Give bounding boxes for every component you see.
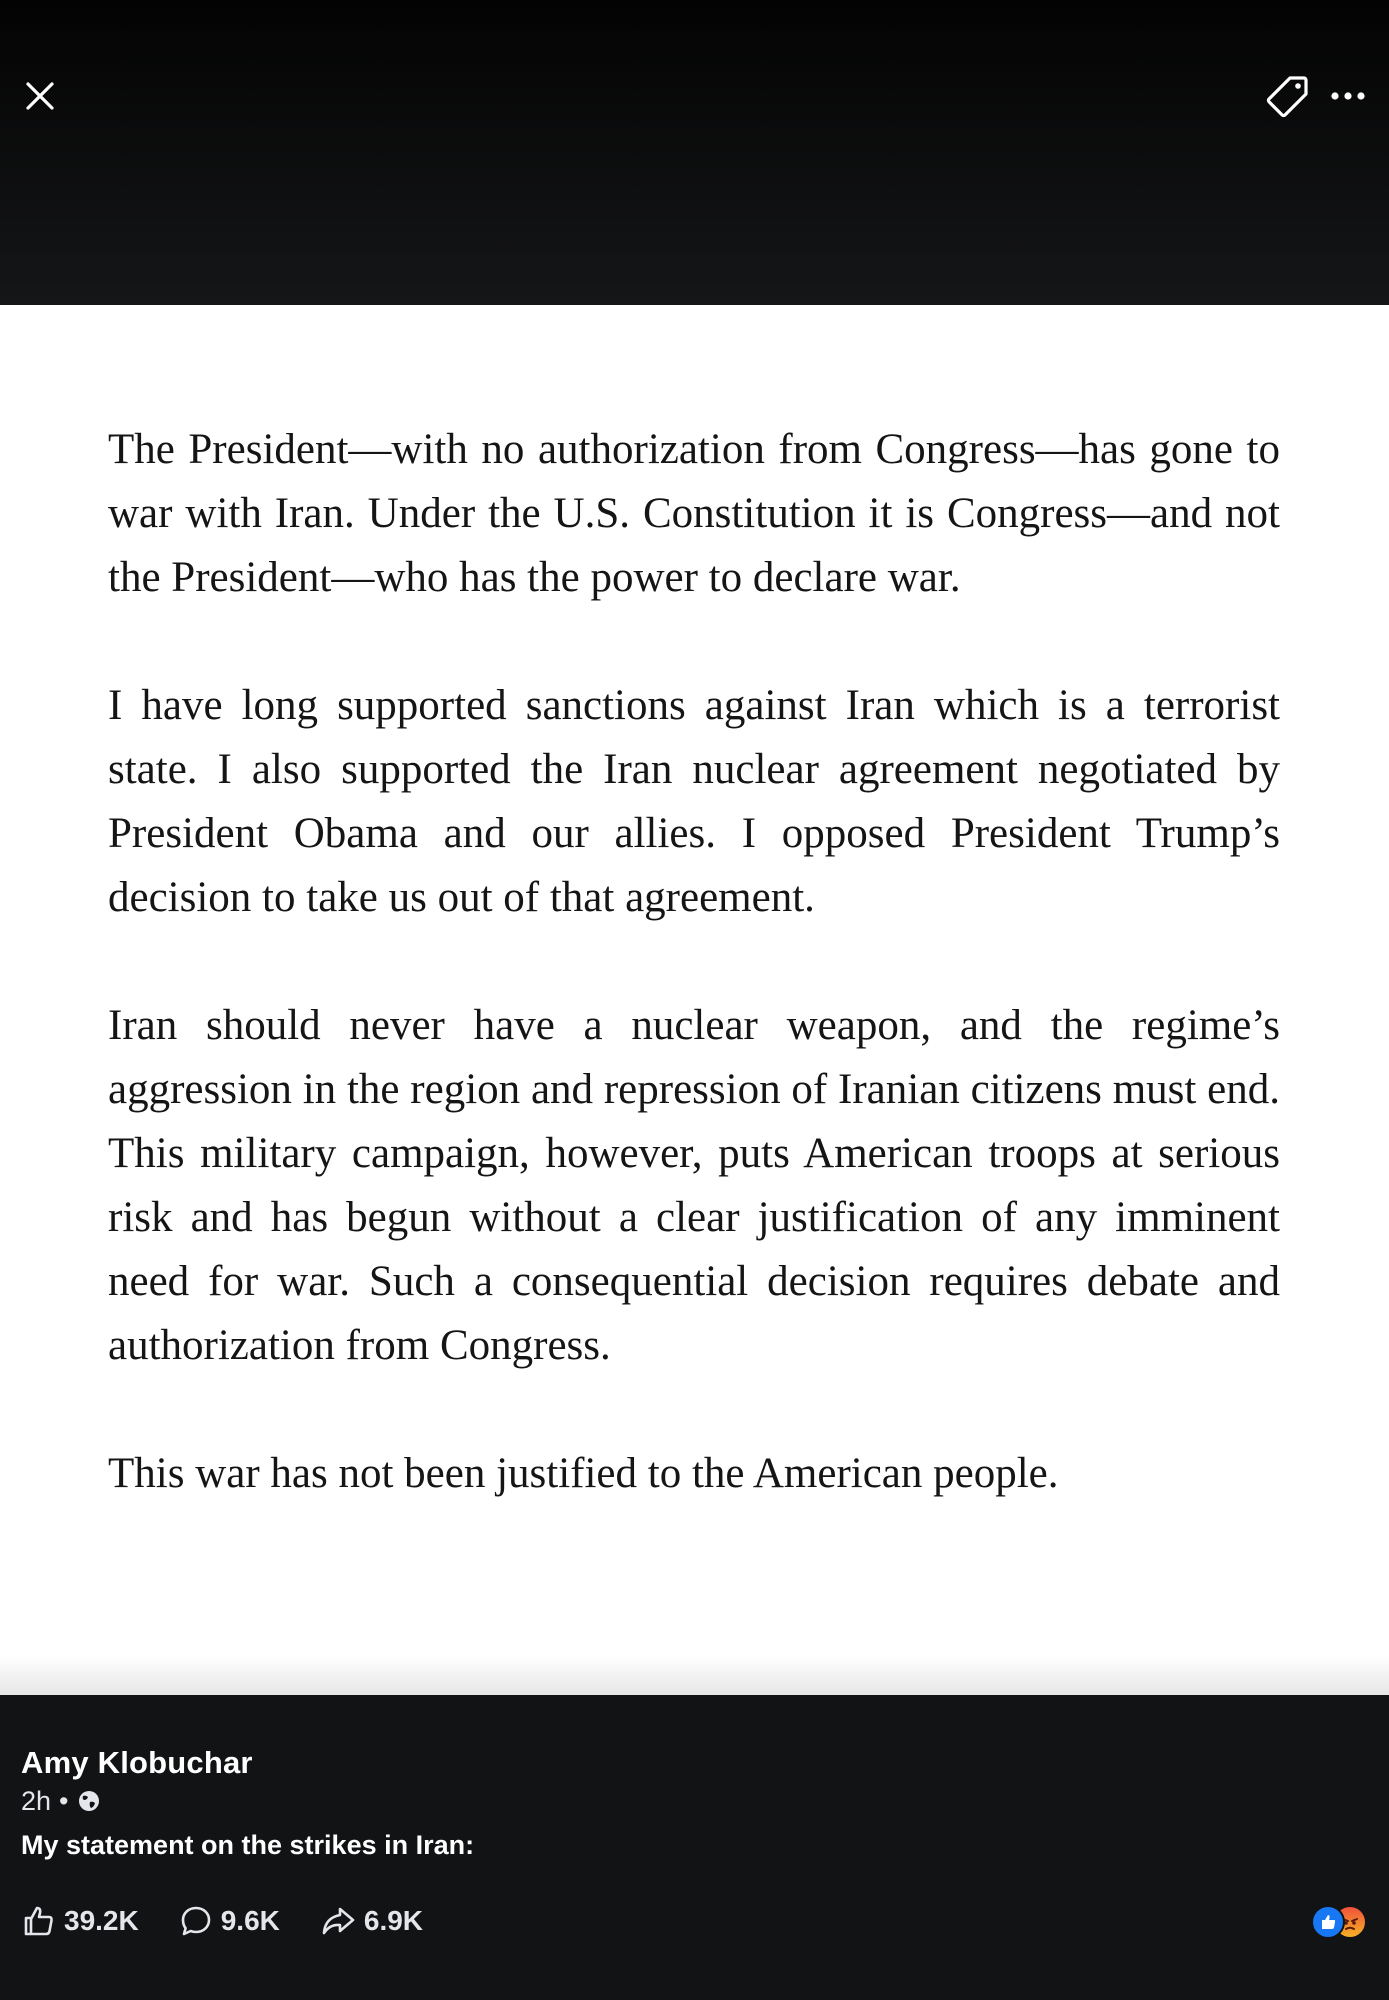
tag-icon	[1266, 74, 1310, 118]
statement-paragraph: I have long supported sanctions against Iran which is a terrorist state. I also supported the Iran nuclear agreement negotiated by President Obama and our allies. I opposed President Trump’s decision to take us out of that agreement.	[108, 682, 1280, 921]
post-time[interactable]: 2h	[21, 1785, 52, 1816]
share-icon	[320, 1904, 356, 1938]
statement-paragraph: Iran should never have a nuclear weapon, and the regime’s aggression in the region and repression of Iranian citizens must end. This military campaign, however, puts American troops at serious risk and has begun without a clear justification of any imminent need for war. Such a consequential decision requires debate and authorization from Congress.	[108, 1002, 1280, 1369]
like-button[interactable]	[22, 1904, 139, 1938]
close-button[interactable]	[14, 70, 66, 122]
viewer-top-bar	[0, 0, 1389, 305]
globe-icon	[77, 1789, 101, 1813]
close-icon	[24, 80, 56, 112]
photo-edge-shade	[0, 1655, 1389, 1695]
comment-icon	[179, 1904, 213, 1938]
post-actions	[22, 1898, 463, 1944]
statement-paragraph: This war has not been justified to the American people.	[108, 1450, 1059, 1497]
more-icon	[1330, 91, 1366, 101]
meta-separator: •	[59, 1785, 69, 1816]
statement-paragraph: The President—with no authorization from Congress—has gone to war with Iran. Under the U.S. Constitution it is Congress—and not the President—who has the power to declare war.	[108, 426, 1280, 601]
more-options-button[interactable]	[1322, 68, 1374, 124]
post-meta	[21, 1783, 101, 1819]
statement-text	[108, 418, 1280, 1570]
author-name[interactable]: Amy Klobuchar	[21, 1745, 253, 1780]
tag-button[interactable]	[1260, 68, 1316, 124]
comment-button[interactable]	[179, 1904, 280, 1938]
like-icon	[22, 1904, 56, 1938]
like-reaction-icon	[1311, 1905, 1345, 1939]
share-count: 6.9K	[363, 1905, 424, 1936]
post-caption: My statement on the strikes in Iran:	[21, 1830, 475, 1860]
post-photo[interactable]	[0, 305, 1389, 1695]
comment-count: 9.6K	[220, 1905, 280, 1936]
like-count: 39.2K	[64, 1905, 139, 1936]
share-button[interactable]	[320, 1904, 423, 1938]
post-info-panel	[0, 1695, 1389, 2000]
reaction-summary[interactable]	[1311, 1905, 1369, 1939]
